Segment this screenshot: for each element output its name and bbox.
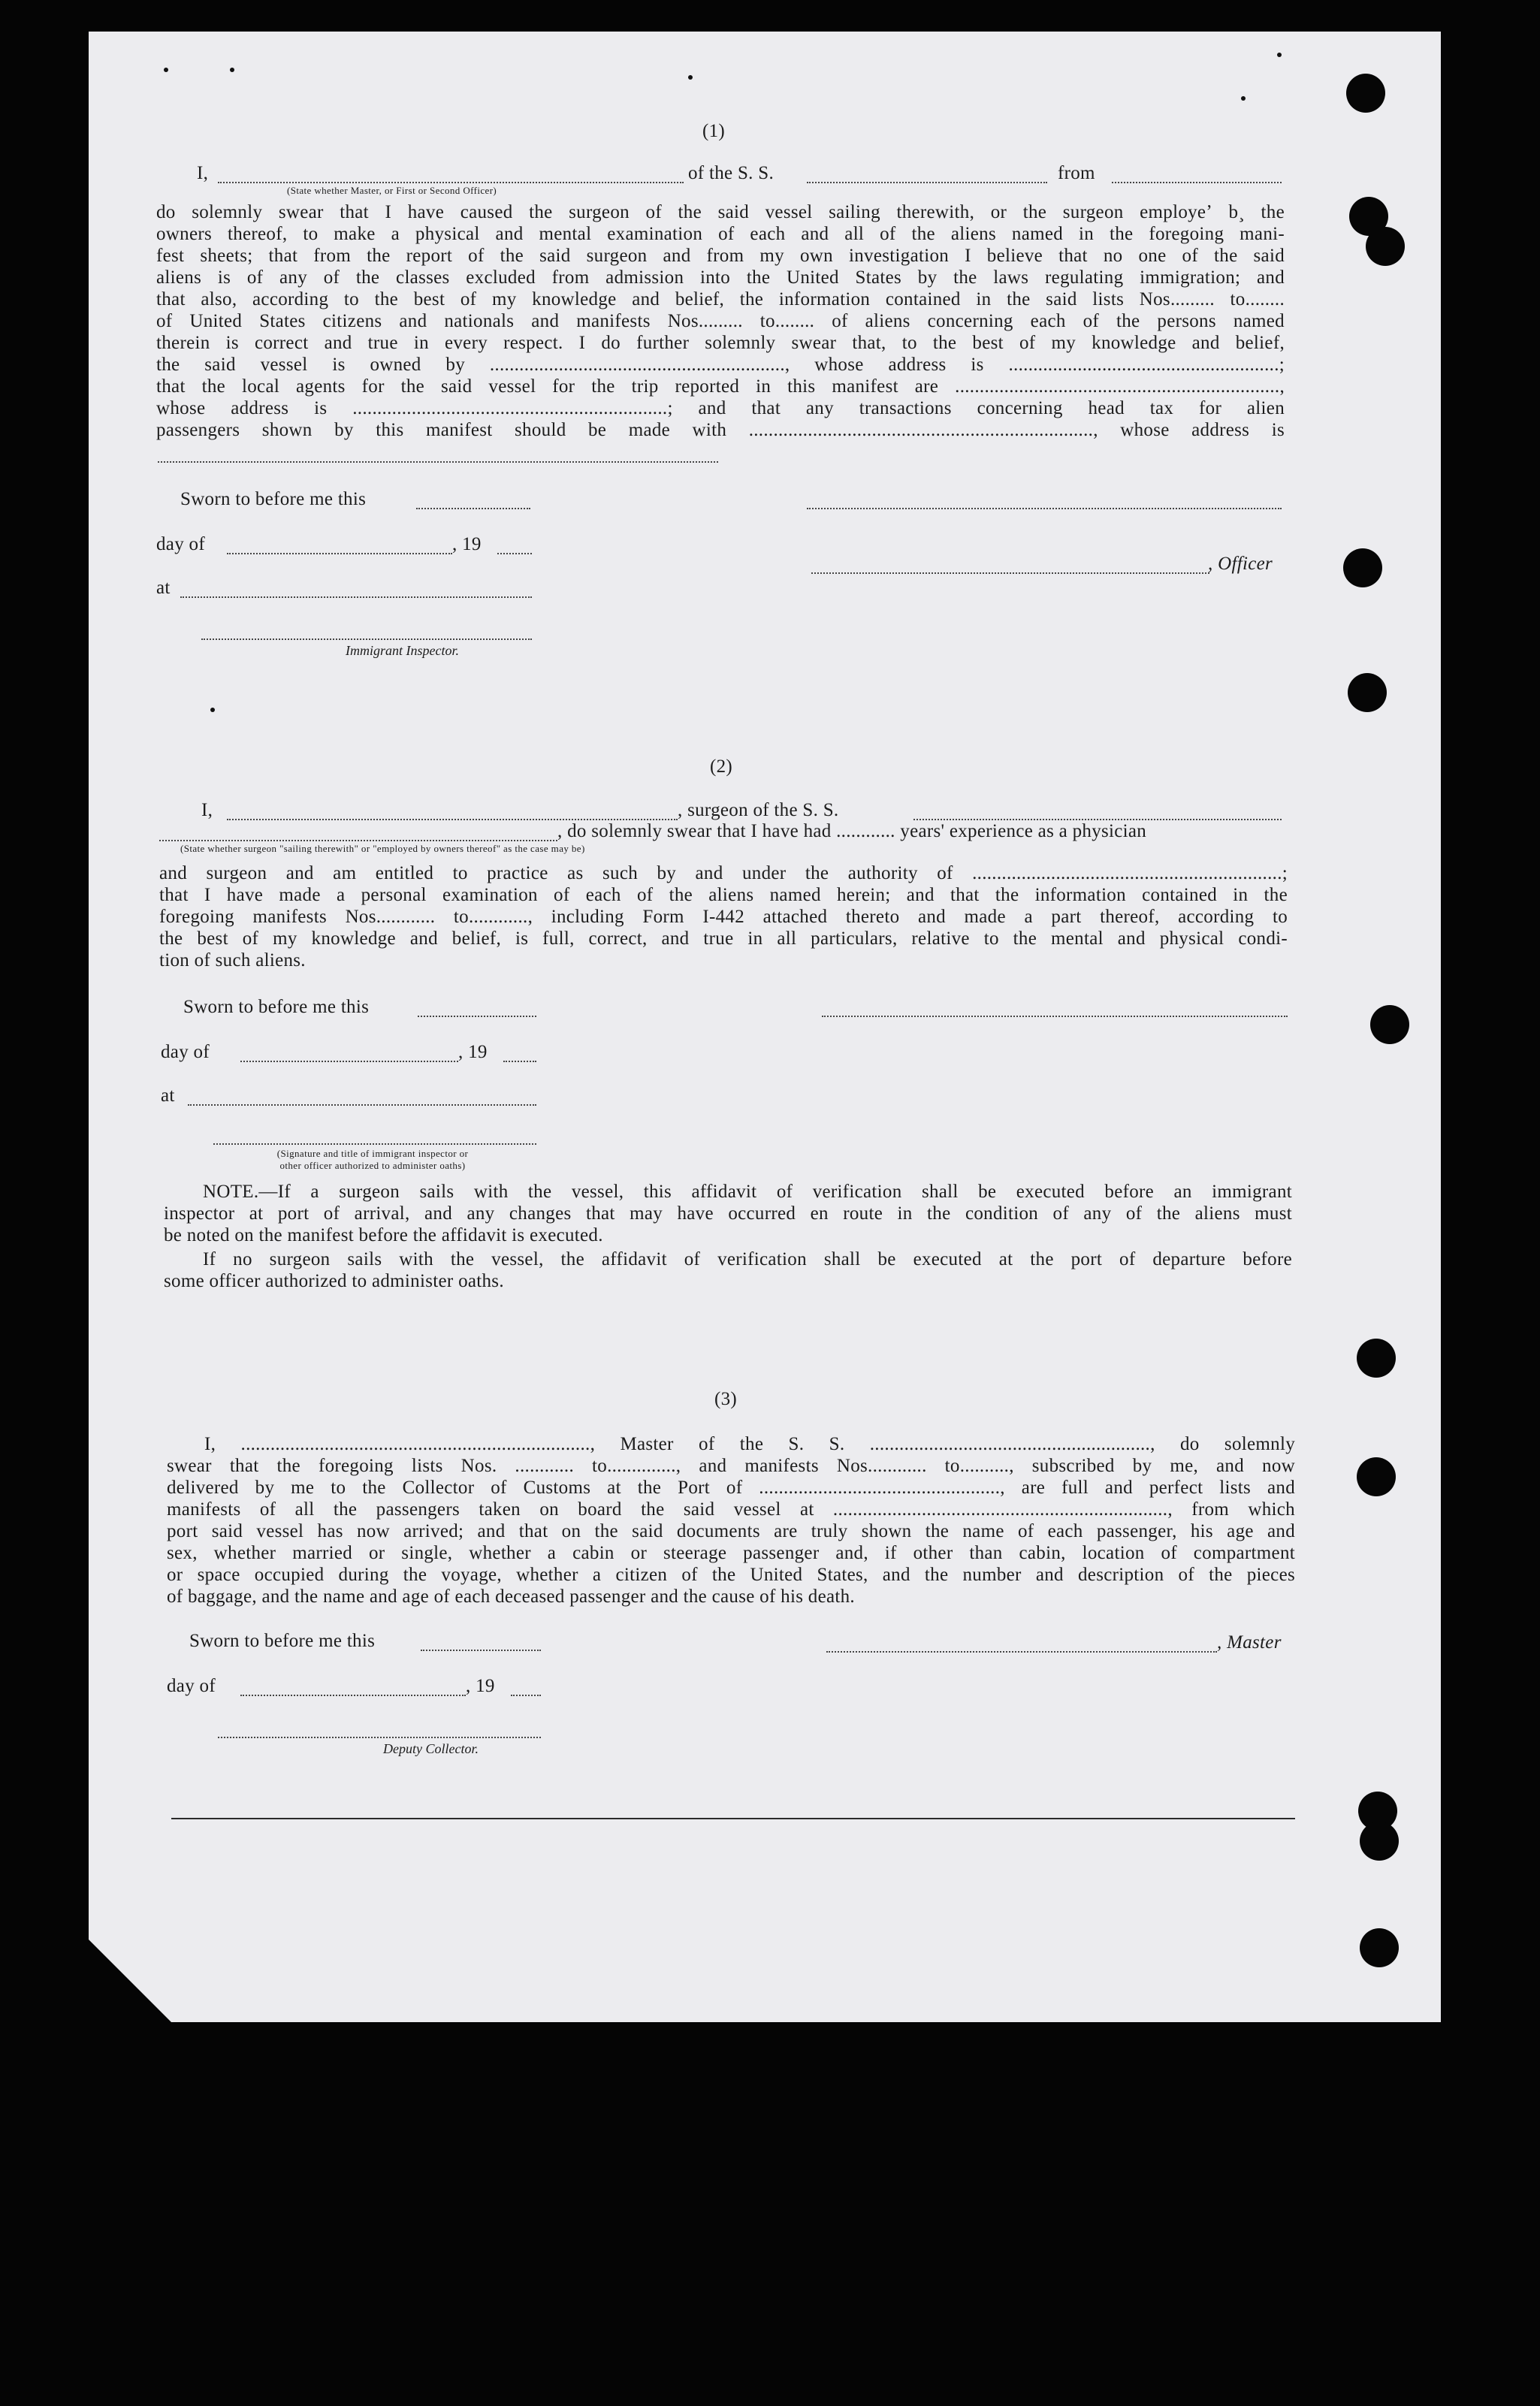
- immigrant-inspector-label: Immigrant Inspector.: [346, 643, 459, 658]
- punch-hole: [1357, 1457, 1396, 1496]
- section-3-line: or space occupied during the voyage, whether a citizen of the United States, and the number and description of the pieces: [167, 1565, 1295, 1585]
- day-of-label-2: day of: [161, 1042, 210, 1062]
- punch-hole: [1360, 1822, 1399, 1861]
- deputy-collector-label: Deputy Collector.: [383, 1741, 479, 1756]
- section-2-line: that I have made a personal examination of each of the aliens named herein; and that the information contained in the: [159, 885, 1288, 905]
- sworn-label-1: Sworn to before me this: [180, 489, 367, 509]
- sworn-label-3: Sworn to before me this: [189, 1631, 376, 1651]
- surgeon-status-line: [159, 840, 557, 841]
- section-2-line: tion of such aliens.: [159, 950, 306, 971]
- day-line-1: [227, 553, 452, 554]
- at-place-line-1: [180, 596, 532, 598]
- surgeon-signature-line: [822, 1016, 1288, 1017]
- note-line: If no surgeon sails with the vessel, the affidavit of verification shall be executed at the port of departure before: [203, 1249, 1292, 1269]
- year-label-3: , 19: [466, 1676, 495, 1696]
- speck: [1241, 96, 1246, 101]
- day-line-3: [240, 1695, 466, 1696]
- punch-hole: [1366, 227, 1405, 266]
- section-3-line: delivered by me to the Collector of Customs at the Port of ................................................., are full and perfect lists and: [167, 1478, 1295, 1498]
- punch-hole: [1370, 1005, 1409, 1044]
- section-2-line: foregoing manifests Nos............ to............, including Form I-442 attached thereto and made a part thereof, according to: [159, 907, 1288, 927]
- year-label-1: , 19: [452, 534, 482, 554]
- punch-hole: [1346, 74, 1385, 113]
- section-2-line: the best of my knowledge and belief, is full, correct, and true in all particulars, relative to the mental and physical condi-: [159, 928, 1288, 949]
- speck: [230, 68, 234, 72]
- section-1-line: fest sheets; that from the report of the said surgeon and from my own investigation I believe that no one of the said: [156, 246, 1285, 266]
- signature-caption-2: other officer authorized to administer oaths): [279, 1160, 466, 1171]
- inspector-signature-line: [201, 638, 532, 640]
- at-label-1: at: [156, 578, 171, 598]
- rank-field-line: [218, 182, 684, 183]
- section-1-line: of United States citizens and nationals and manifests Nos......... to........ of aliens concerning each of the persons named: [156, 311, 1285, 331]
- note-line: be noted on the manifest before the affidavit is executed.: [164, 1225, 603, 1245]
- section-1-line: whose address is ................................................................; and that any transactions concerning head tax for alien: [156, 398, 1285, 418]
- section-3-number: (3): [714, 1389, 738, 1409]
- officer-signature-line: [807, 508, 1282, 509]
- bottom-rule: [171, 1818, 1295, 1819]
- from-label: from: [1058, 163, 1095, 183]
- year-line-1: [497, 553, 532, 554]
- speck: [1277, 53, 1282, 57]
- note-line: inspector at port of arrival, and any changes that may have occurred en route in the condition of any of the aliens must: [164, 1203, 1292, 1224]
- section-1-line: do solemnly swear that I have caused the surgeon of the said vessel sailing therewith, or the surgeon employeʼ b¸ the: [156, 202, 1285, 222]
- punch-hole: [1357, 1339, 1396, 1378]
- section-3-line: port said vessel has now arrived; and that on the said documents are truly shown the name of each passenger, his age and: [167, 1521, 1295, 1541]
- punch-hole: [1343, 548, 1382, 587]
- sworn-date-line-3: [421, 1650, 541, 1651]
- section-3-line: manifests of all the passengers taken on board the said vessel at ...................................................................., from which: [167, 1499, 1295, 1520]
- signature-caption-1: (Signature and title of immigrant inspector or: [276, 1148, 469, 1159]
- section-3-line: of baggage, and the name and age of each deceased passenger and the cause of his death.: [167, 1586, 855, 1607]
- punch-hole: [1360, 1928, 1399, 1967]
- note-line: some officer authorized to administer oaths.: [164, 1271, 504, 1291]
- at-place-line-2: [188, 1104, 536, 1106]
- at-label-2: at: [161, 1085, 175, 1106]
- vessel-name-line: [807, 182, 1047, 183]
- master-label: , Master: [1217, 1632, 1282, 1653]
- section-1-line: therein is correct and true in every respect. I do further solemnly swear that, to the best of my knowledge and belief,: [156, 333, 1285, 353]
- section-1-line: aliens is of any of the classes excluded from admission into the United States by the laws regulating immigration; and: [156, 267, 1285, 288]
- section-3-line: swear that the foregoing lists Nos. ............ to.............., and manifests Nos............ to.........., subscribed by me, and now: [167, 1456, 1295, 1476]
- year-label-2: , 19: [458, 1042, 488, 1062]
- speck: [688, 75, 693, 80]
- section-2-line: and surgeon and am entitled to practice as such by and under the authority of ...............................................................;: [159, 863, 1288, 883]
- section-2-swear-line: , do solemnly swear that I have had ............ years' experience as a physician: [557, 821, 1147, 841]
- year-line-2: [503, 1061, 536, 1062]
- year-line-3: [511, 1695, 541, 1696]
- surgeon-status-caption: (State whether surgeon "sailing therewith" or "employed by owners thereof" as the case may be): [180, 843, 585, 854]
- sworn-label-2: Sworn to before me this: [183, 997, 370, 1017]
- surgeon-of-ss-label: , surgeon of the S. S.: [678, 800, 839, 820]
- master-signature-line: [826, 1651, 1217, 1653]
- of-the-ss-label: of the S. S.: [688, 163, 775, 183]
- from-port-line: [1112, 182, 1282, 183]
- section-2-i: I,: [201, 800, 213, 820]
- punch-hole: [1348, 673, 1387, 712]
- note-line: NOTE.—If a surgeon sails with the vessel, this affidavit of verification shall be executed before an immigrant: [203, 1182, 1292, 1202]
- speck: [210, 708, 215, 712]
- address-continuation-line: [158, 461, 718, 463]
- section-3-first-line: I, ......................................................................., Master of the S. S. ........................................................., do solemnly: [204, 1434, 1295, 1454]
- officer-title-line: [811, 572, 1209, 574]
- collector-signature-line: [218, 1737, 541, 1738]
- section-1-line: passengers shown by this manifest should be made with ......................................................................, whose address is: [156, 420, 1285, 440]
- section-1-i: I,: [197, 163, 209, 183]
- sworn-date-line-2: [418, 1016, 536, 1017]
- official-signature-line: [213, 1143, 536, 1145]
- section-2-number: (2): [709, 756, 733, 777]
- section-1-line: that the local agents for the said vessel for the trip reported in this manifest are ..................................................................,: [156, 376, 1285, 397]
- day-line-2: [240, 1061, 458, 1062]
- section-1-number: (1): [702, 121, 726, 141]
- section-1-line: owners thereof, to make a physical and mental examination of each and all of the aliens named in the foregoing mani-: [156, 224, 1285, 244]
- day-of-label-3: day of: [167, 1676, 216, 1696]
- officer-label: , Officer: [1208, 554, 1273, 574]
- day-of-label-1: day of: [156, 534, 205, 554]
- section-3-line: sex, whether married or single, whether a cabin or steerage passenger and, if other than cabin, location of compartment: [167, 1543, 1295, 1563]
- speck: [164, 68, 168, 72]
- section-1-line: that also, according to the best of my knowledge and belief, the information contained in the said lists Nos......... to........: [156, 289, 1285, 309]
- section-1-line: the said vessel is owned by ............................................................, whose address is .......................................................;: [156, 355, 1285, 375]
- sworn-date-line-1: [416, 508, 530, 509]
- rank-caption: (State whether Master, or First or Second Officer): [287, 185, 497, 196]
